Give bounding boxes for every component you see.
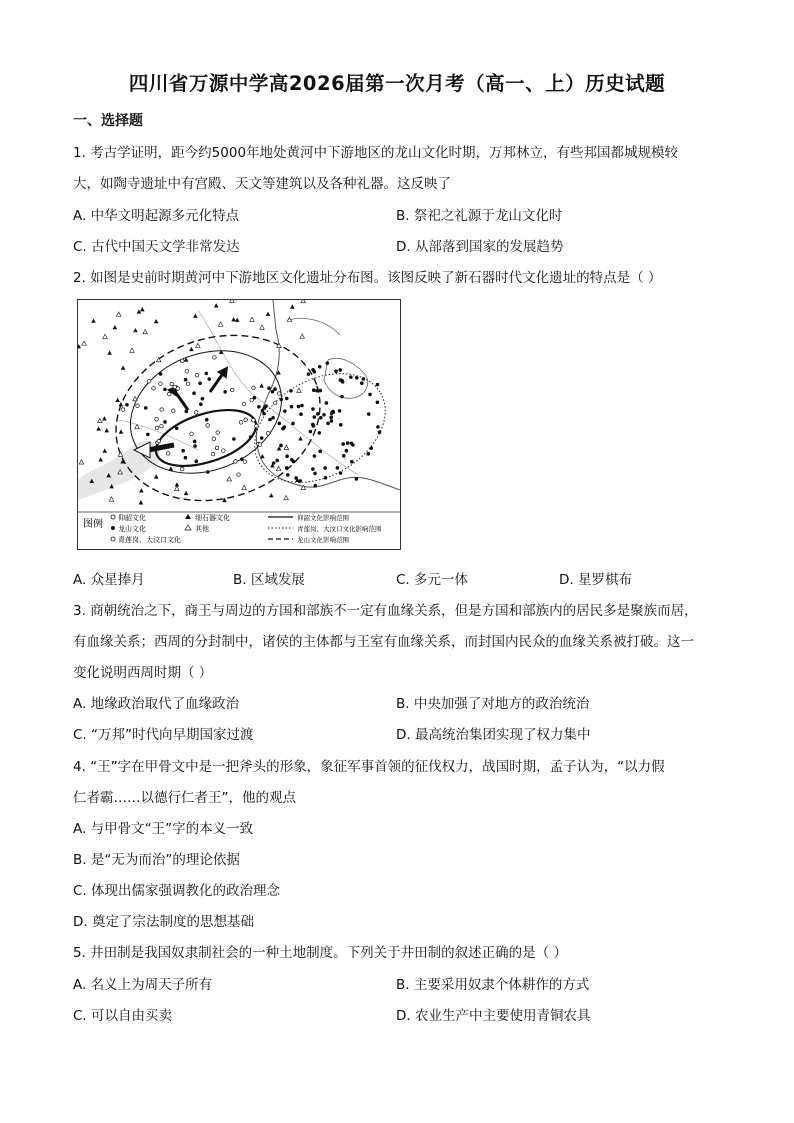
site-triangle-icon	[169, 466, 174, 470]
q5-option-b[interactable]: B. 主要采用奴隶个体耕作的方式	[396, 977, 590, 993]
site-circle-icon	[322, 413, 326, 417]
site-triangle-icon	[98, 457, 103, 461]
site-triangle-icon	[102, 416, 107, 420]
site-circle-icon	[349, 375, 353, 379]
site-circle-icon	[323, 466, 327, 470]
site-circle-icon	[216, 431, 220, 435]
site-triangle-icon	[119, 402, 124, 406]
site-triangle-icon	[121, 366, 126, 370]
site-circle-icon	[266, 431, 270, 435]
site-triangle-icon	[193, 314, 198, 318]
q3-option-d[interactable]: D. 最高统治集团实现了权力集中	[396, 727, 591, 743]
site-circle-icon	[311, 423, 315, 427]
site-circle-icon	[338, 368, 342, 372]
site-triangle-icon	[107, 350, 112, 354]
site-circle-icon	[273, 401, 277, 405]
site-triangle-icon	[102, 448, 107, 452]
site-circle-icon	[376, 400, 380, 404]
site-circle-icon	[271, 416, 275, 420]
site-triangle-icon	[301, 300, 306, 303]
site-triangle-icon	[260, 454, 265, 458]
site-triangle-icon	[230, 300, 235, 302]
site-circle-icon	[190, 432, 194, 436]
site-circle-icon	[311, 467, 315, 471]
legend-yangshao-icon	[111, 515, 115, 519]
site-triangle-icon	[231, 317, 236, 321]
legend-microlith-icon	[185, 514, 191, 519]
site-circle-icon	[242, 402, 246, 406]
site-circle-icon	[255, 424, 259, 428]
site-circle-icon	[252, 386, 256, 390]
site-triangle-icon	[109, 497, 114, 501]
site-circle-icon	[318, 431, 322, 435]
site-circle-icon	[176, 387, 180, 391]
site-circle-icon	[249, 435, 253, 439]
site-circle-icon	[244, 418, 248, 422]
site-circle-icon	[313, 415, 317, 419]
site-circle-icon	[339, 423, 343, 427]
site-circle-icon	[215, 446, 219, 450]
site-triangle-icon	[78, 344, 81, 348]
legend-longshan: 龙山文化	[118, 525, 146, 533]
site-circle-icon	[336, 466, 340, 470]
q3-option-a[interactable]: A. 地缘政治取代了血缘政治	[73, 696, 240, 712]
site-circle-icon	[163, 388, 167, 392]
site-circle-icon	[221, 449, 225, 453]
site-circle-icon	[193, 444, 197, 448]
q2-stem-line1: 2. 如图是史前时期黄河中下游地区文化遗址分布图。该图反映了新石器时代文化遗址的特点是（ ）	[73, 270, 662, 286]
site-triangle-icon	[174, 486, 179, 490]
site-circle-icon	[341, 442, 345, 446]
q3-option-b[interactable]: B. 中央加强了对地方的政治统治	[396, 696, 590, 712]
site-circle-icon	[277, 392, 281, 396]
q3-stem-line2: 有血缘关系；西周的分封制中，诸侯的主体都与王室有血缘关系，而封国内民众的血缘关系被打破。这一	[73, 634, 694, 650]
site-circle-icon	[324, 476, 328, 480]
site-circle-icon	[234, 460, 238, 464]
legend-yangshao: 仰韶文化	[118, 514, 146, 522]
site-circle-icon	[273, 387, 277, 391]
site-circle-icon	[355, 376, 359, 380]
q2-option-b[interactable]: B. 区域发展	[233, 572, 305, 588]
site-circle-icon	[155, 426, 159, 430]
legend-range-yangshao: 仰韶文化影响范围	[297, 514, 349, 522]
site-circle-icon	[268, 418, 272, 422]
site-circle-icon	[326, 361, 330, 365]
site-triangle-icon	[96, 426, 101, 430]
q4-stem-line2: 仁者霸……以德行仁者王”，他的观点	[73, 790, 296, 806]
site-circle-icon	[300, 404, 304, 408]
site-triangle-icon	[196, 343, 201, 347]
site-circle-icon	[175, 426, 179, 430]
site-circle-icon	[163, 420, 167, 424]
longshan-range	[94, 310, 341, 526]
site-circle-icon	[271, 390, 275, 394]
site-circle-icon	[285, 454, 289, 458]
q2-option-c[interactable]: C. 多元一体	[396, 572, 469, 588]
site-circle-icon	[350, 441, 354, 445]
site-triangle-icon	[284, 495, 289, 499]
site-circle-icon	[285, 466, 289, 470]
site-circle-icon	[261, 409, 265, 413]
site-circle-icon	[283, 425, 287, 429]
site-circle-icon	[313, 472, 317, 476]
site-circle-icon	[194, 459, 198, 463]
site-circle-icon	[180, 359, 184, 363]
site-circle-icon	[360, 381, 364, 385]
site-triangle-icon	[97, 418, 102, 422]
site-circle-icon	[286, 473, 290, 477]
site-triangle-icon	[130, 348, 135, 352]
site-circle-icon	[201, 397, 205, 401]
site-circle-icon	[319, 416, 323, 420]
map-svg	[78, 300, 400, 549]
site-circle-icon	[166, 452, 170, 456]
q1-option-c[interactable]: C. 古代中国天文学非常发达	[73, 239, 240, 255]
q4-option-a[interactable]: A. 与甲骨文“王”字的本义一致	[73, 821, 254, 837]
site-circle-icon	[212, 437, 216, 441]
site-circle-icon	[278, 422, 282, 426]
site-triangle-icon	[297, 388, 302, 392]
site-triangle-icon	[139, 500, 144, 504]
site-circle-icon	[160, 408, 164, 412]
legend-dawenkou-icon	[111, 537, 115, 541]
site-circle-icon	[258, 443, 262, 447]
site-circle-icon	[239, 421, 243, 425]
site-circle-icon	[279, 398, 283, 402]
q3-stem-line3: 变化说明西周时期（ ）	[73, 665, 213, 681]
site-triangle-icon	[300, 334, 305, 338]
q5-option-d[interactable]: D. 农业生产中主要使用青铜农具	[396, 1008, 591, 1024]
site-circle-icon	[311, 368, 315, 372]
site-circle-icon	[285, 397, 289, 401]
site-circle-icon	[125, 403, 129, 407]
site-triangle-icon	[276, 466, 281, 470]
site-circle-icon	[260, 436, 264, 440]
legend-range-dawenkou: 青莲岗、大汶口文化影响范围	[297, 525, 382, 533]
legend-title: 图例	[83, 519, 103, 530]
site-circle-icon	[223, 390, 227, 394]
site-circle-icon	[267, 386, 271, 390]
site-circle-icon	[362, 377, 366, 381]
site-circle-icon	[314, 484, 318, 488]
site-circle-icon	[331, 410, 335, 414]
site-circle-icon	[252, 418, 256, 422]
site-triangle-icon	[104, 428, 109, 432]
site-circle-icon	[330, 419, 334, 423]
site-triangle-icon	[154, 319, 159, 323]
site-circle-icon	[181, 449, 185, 453]
site-triangle-icon	[214, 303, 219, 307]
site-circle-icon	[185, 410, 189, 414]
site-circle-icon	[289, 389, 293, 393]
site-circle-icon	[194, 411, 198, 415]
site-triangle-icon	[260, 325, 265, 329]
site-circle-icon	[370, 446, 374, 450]
site-circle-icon	[309, 430, 313, 434]
site-circle-icon	[368, 393, 372, 397]
site-circle-icon	[232, 437, 236, 441]
site-circle-icon	[230, 388, 234, 392]
site-circle-icon	[121, 408, 125, 412]
site-triangle-icon	[290, 304, 295, 308]
q4-option-b[interactable]: B. 是“无为而治”的理论依据	[73, 852, 240, 868]
site-circle-icon	[376, 425, 380, 429]
site-triangle-icon	[139, 488, 144, 492]
site-triangle-icon	[79, 460, 84, 464]
site-circle-icon	[316, 412, 320, 416]
site-circle-icon	[186, 382, 190, 386]
site-triangle-icon	[259, 383, 264, 387]
site-circle-icon	[146, 433, 150, 437]
site-circle-icon	[326, 422, 330, 426]
site-circle-icon	[329, 416, 333, 420]
site-triangle-icon	[250, 317, 255, 321]
site-circle-icon	[152, 387, 156, 391]
site-circle-icon	[319, 389, 323, 393]
site-triangle-icon	[119, 429, 124, 433]
site-circle-icon	[160, 424, 164, 428]
site-circle-icon	[185, 369, 189, 373]
site-circle-icon	[338, 409, 342, 413]
site-circle-icon	[193, 440, 197, 444]
site-triangle-icon	[140, 307, 145, 311]
peninsula	[324, 358, 368, 398]
site-circle-icon	[184, 456, 188, 460]
site-circle-icon	[340, 395, 344, 399]
site-triangle-icon	[154, 474, 159, 478]
site-triangle-icon	[284, 445, 289, 449]
site-triangle-icon	[116, 312, 121, 316]
site-circle-icon	[291, 422, 295, 426]
site-triangle-icon	[242, 485, 247, 489]
site-triangle-icon	[184, 491, 189, 495]
exam-title: 四川省万源中学高2026届第一次月考（高一、上）历史试题	[128, 72, 666, 95]
site-circle-icon	[159, 382, 163, 386]
site-circle-icon	[159, 372, 163, 376]
site-circle-icon	[167, 392, 171, 396]
site-circle-icon	[205, 418, 209, 422]
site-circle-icon	[318, 450, 322, 454]
site-circle-icon	[257, 405, 261, 409]
q5-stem-line1: 5. 井田制是我国奴隶制社会的一种土地制度。下列关于井田制的叙述正确的是（ ）	[73, 945, 567, 961]
site-circle-icon	[240, 457, 244, 461]
site-circle-icon	[341, 380, 345, 384]
site-circle-icon	[355, 477, 359, 481]
site-circle-icon	[213, 356, 217, 360]
site-circle-icon	[313, 454, 317, 458]
site-circle-icon	[147, 379, 151, 383]
site-triangle-icon	[137, 309, 142, 313]
site-circle-icon	[299, 412, 303, 416]
site-circle-icon	[350, 460, 354, 464]
site-triangle-icon	[115, 398, 120, 402]
legend-other-icon	[185, 525, 191, 530]
site-circle-icon	[339, 471, 343, 475]
culture-distribution-map	[77, 299, 401, 550]
site-circle-icon	[172, 409, 176, 413]
q5-option-a[interactable]: A. 名义上为周天子所有	[73, 977, 213, 993]
site-circle-icon	[136, 404, 140, 408]
site-circle-icon	[342, 454, 346, 458]
site-circle-icon	[192, 391, 196, 395]
site-circle-icon	[155, 417, 159, 421]
site-circle-icon	[199, 402, 203, 406]
site-triangle-icon	[269, 493, 274, 497]
site-triangle-icon	[227, 477, 232, 481]
site-circle-icon	[367, 412, 371, 416]
legend-range-longshan: 龙山文化影响范围	[297, 536, 349, 544]
site-circle-icon	[325, 401, 329, 405]
site-circle-icon	[237, 473, 241, 477]
site-circle-icon	[275, 459, 279, 463]
site-circle-icon	[376, 383, 380, 387]
site-circle-icon	[312, 388, 316, 392]
q4-option-c[interactable]: C. 体现出儒家强调教化的政治理念	[73, 883, 281, 899]
site-circle-icon	[170, 382, 174, 386]
site-circle-icon	[206, 424, 210, 428]
site-triangle-icon	[189, 347, 194, 351]
q1-option-b[interactable]: B. 祭祀之礼源于龙山文化时	[396, 208, 563, 224]
q2-option-d[interactable]: D. 星罗棋布	[559, 572, 632, 588]
site-circle-icon	[318, 365, 322, 369]
site-triangle-icon	[218, 322, 223, 326]
q5-option-c[interactable]: C. 可以自由买卖	[73, 1008, 173, 1024]
site-circle-icon	[207, 377, 211, 381]
q4-stem-line1: 4. “王”字在甲骨文中是一把斧头的形象，象征军事首领的征伐权力，战国时期，孟子认为，“以力假	[73, 759, 665, 775]
site-circle-icon	[345, 449, 349, 453]
q3-option-c[interactable]: C. “万邦”时代向早期国家过渡	[73, 727, 254, 743]
site-circle-icon	[279, 444, 283, 448]
site-circle-icon	[346, 441, 350, 445]
legend-dawenkou: 青莲岗、大汶口文化	[118, 536, 181, 544]
site-triangle-icon	[133, 328, 138, 332]
site-circle-icon	[307, 372, 311, 376]
site-triangle-icon	[82, 341, 87, 345]
site-triangle-icon	[298, 436, 303, 440]
site-circle-icon	[211, 452, 215, 456]
legend-microlith: 细石器文化	[195, 514, 230, 522]
site-triangle-icon	[266, 312, 271, 316]
legend-other: 其他	[195, 525, 209, 533]
q3-stem-line1: 3. 商朝统治之下，商王与周边的方国和部族不一定有血缘关系，但是方国和部族内的居民多是聚族而居，	[73, 603, 698, 619]
q1-option-a[interactable]: A. 中华文明起源多元化特点	[73, 208, 240, 224]
site-circle-icon	[250, 398, 254, 402]
site-circle-icon	[283, 409, 287, 413]
site-circle-icon	[243, 460, 247, 464]
q1-option-d[interactable]: D. 从部落到国家的发展趋势	[396, 239, 564, 255]
section-heading: 一、选择题	[73, 113, 143, 129]
site-circle-icon	[198, 381, 202, 385]
site-circle-icon	[378, 430, 382, 434]
site-circle-icon	[315, 389, 319, 393]
site-circle-icon	[290, 405, 294, 409]
site-circle-icon	[180, 467, 184, 471]
site-circle-icon	[334, 369, 338, 373]
legend-longshan-icon	[111, 526, 115, 530]
q4-option-d[interactable]: D. 奠定了宗法制度的思想基础	[73, 914, 254, 930]
site-triangle-icon	[235, 318, 240, 322]
q1-stem-line1: 1. 考古学证明，距今约5000年地处黄河中下游地区的龙山文化时期，万邦林立，有些邦国都城规模较	[73, 145, 679, 161]
site-triangle-icon	[143, 329, 148, 333]
coast-north	[288, 318, 340, 335]
site-circle-icon	[367, 452, 371, 456]
site-triangle-icon	[113, 325, 118, 329]
site-triangle-icon	[103, 334, 108, 338]
site-circle-icon	[144, 406, 148, 410]
yangshao-core-range	[149, 399, 263, 477]
q1-stem-line2: 大，如陶寺遗址中有宫殿、天文等建筑以及各种礼器。这反映了	[73, 176, 451, 192]
site-circle-icon	[297, 405, 301, 409]
q2-option-a[interactable]: A. 众星捧月	[73, 572, 145, 588]
site-circle-icon	[184, 378, 188, 382]
site-circle-icon	[206, 470, 210, 474]
site-circle-icon	[290, 458, 294, 462]
site-circle-icon	[311, 407, 315, 411]
site-circle-icon	[157, 439, 161, 443]
site-triangle-icon	[91, 318, 96, 322]
site-circle-icon	[195, 373, 199, 377]
site-circle-icon	[205, 372, 209, 376]
